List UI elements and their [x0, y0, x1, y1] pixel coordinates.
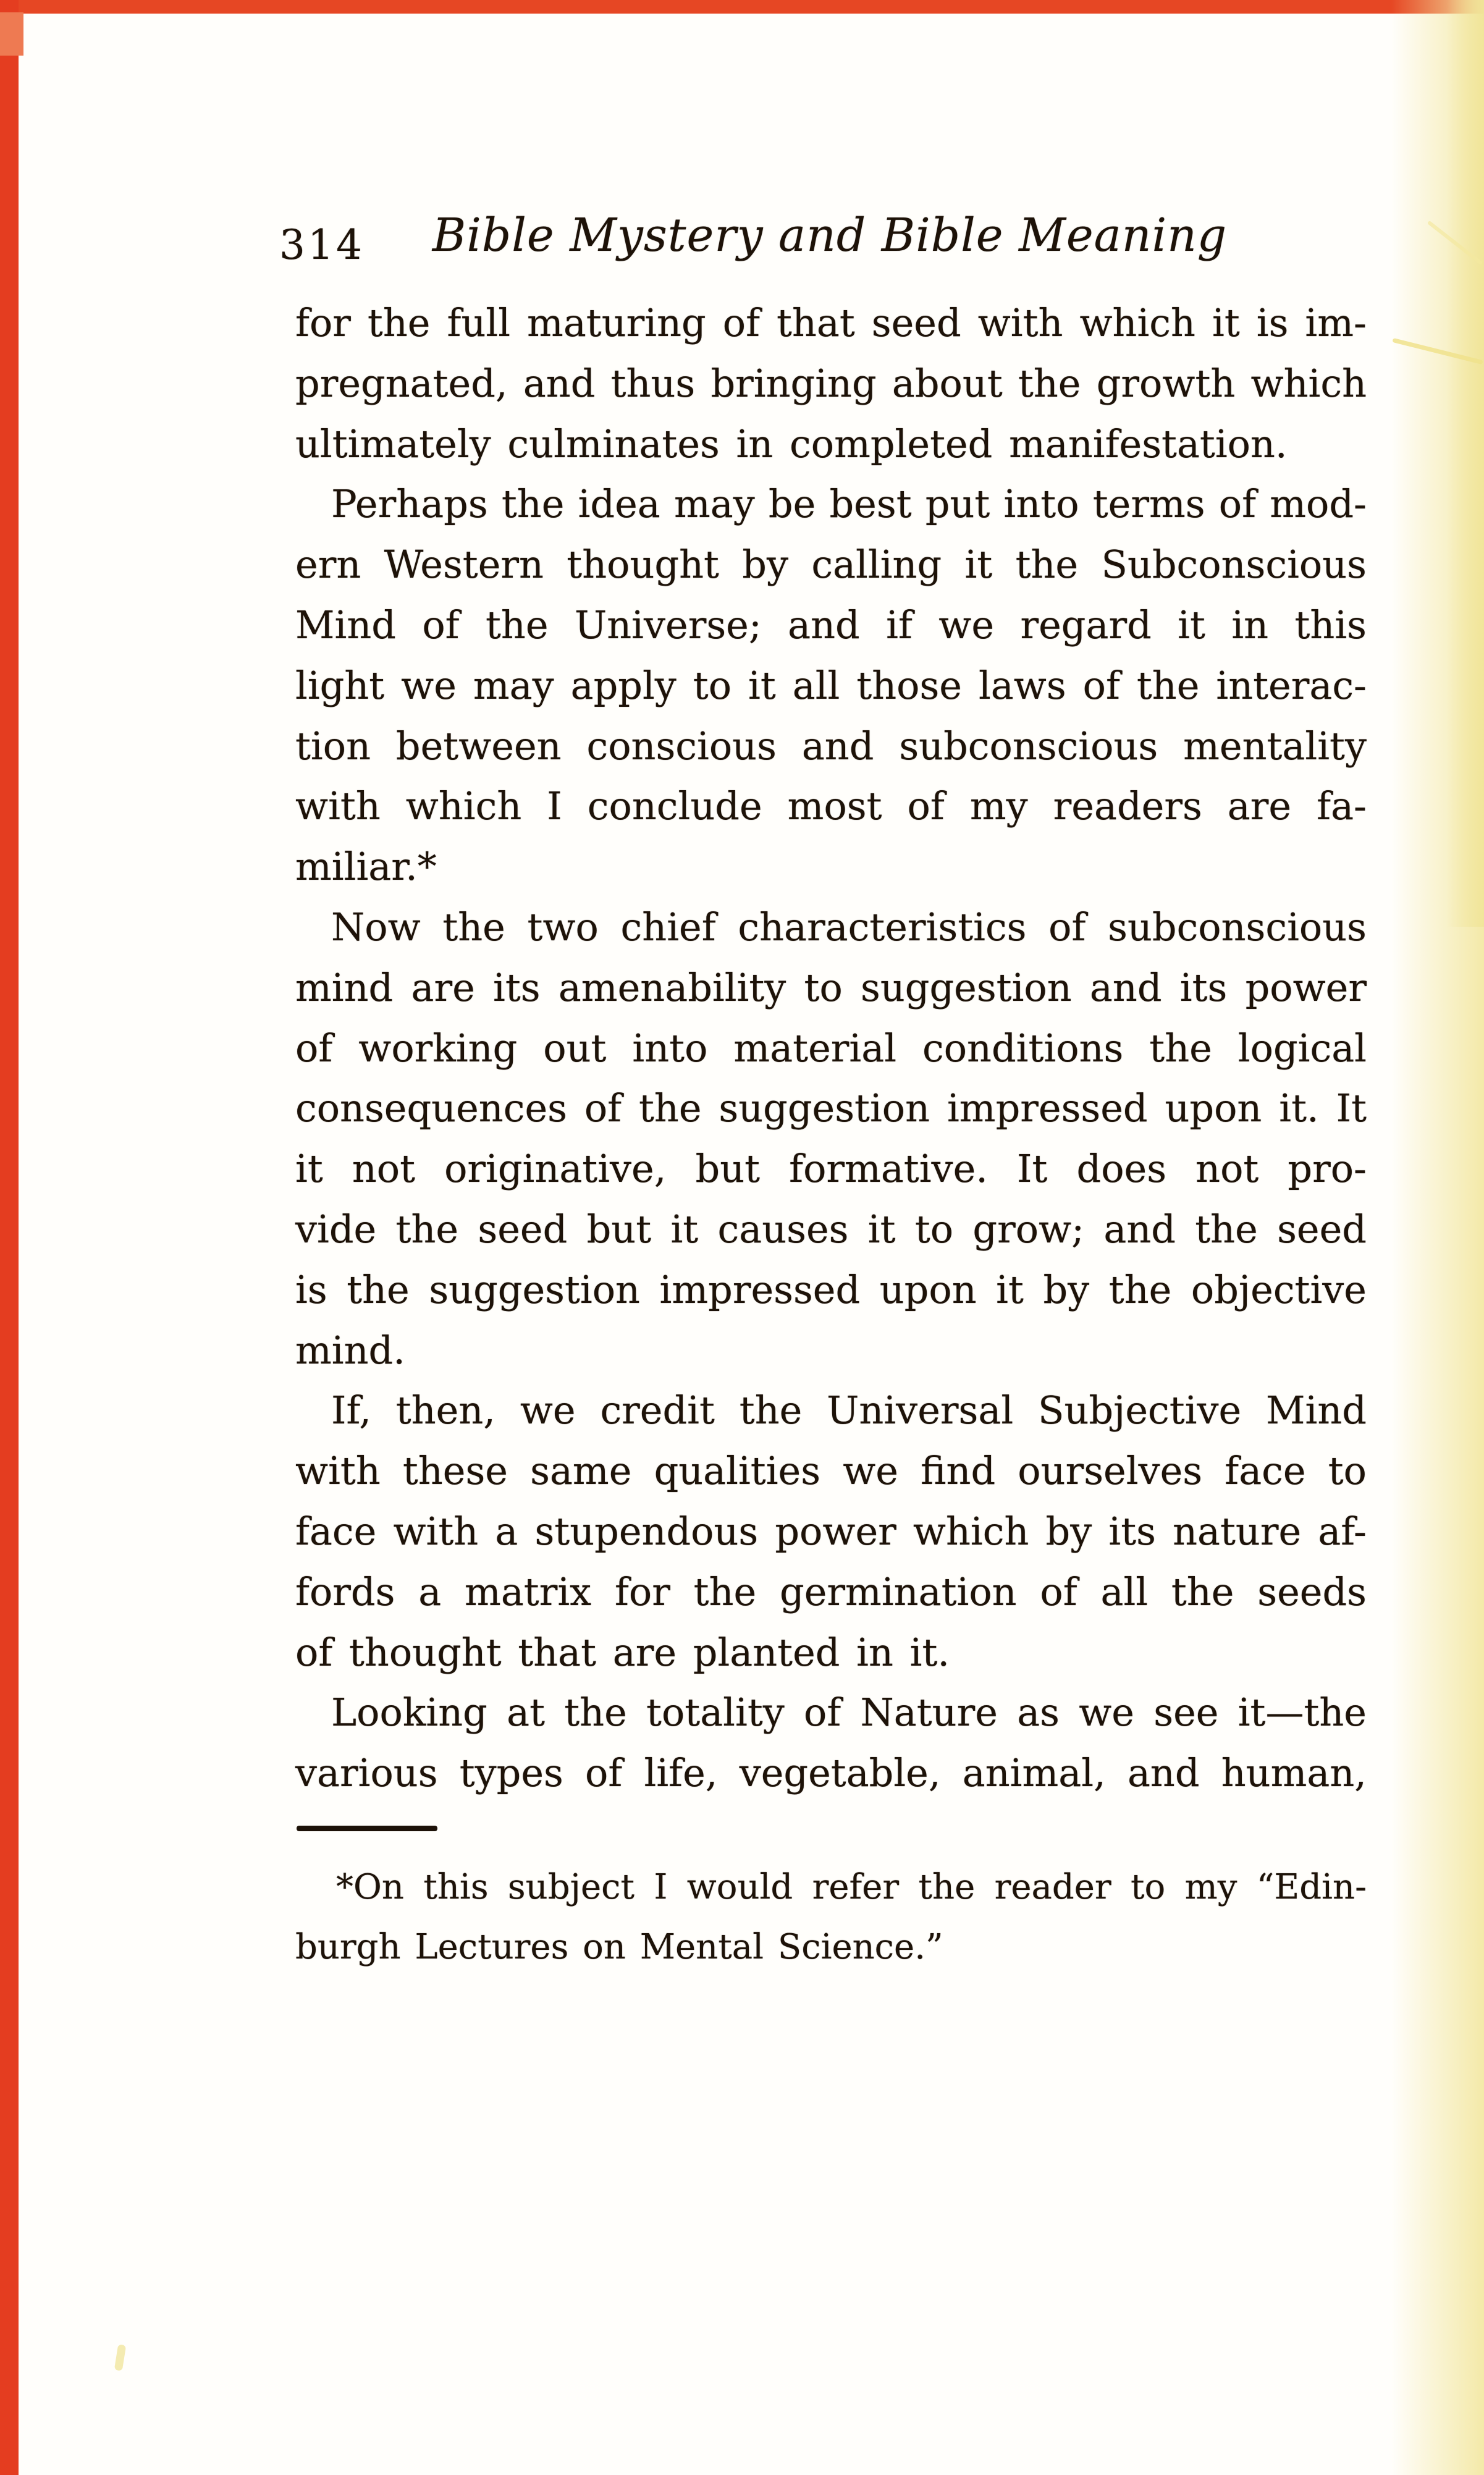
text-line: various types of life, vegetable, animal, and human,: [295, 1750, 1367, 1796]
text-line: with these same qualities we find ourselves face to: [295, 1448, 1367, 1494]
text-line: pregnated, and thus bringing about the growth which: [295, 360, 1367, 406]
text-line: tion between conscious and subconscious mentality: [295, 723, 1367, 769]
text-line: miliar.*: [295, 844, 437, 890]
text-line: it not originative, but formative. It does not pro-: [295, 1146, 1367, 1192]
text-line: mind are its amenability to suggestion and its power: [295, 964, 1367, 1010]
scan-page-edge-tint-upper: [1447, 0, 1484, 927]
text-line: of working out into material conditions the logical: [295, 1025, 1367, 1071]
text-line: If, then, we credit the Universal Subjective Mind: [331, 1388, 1367, 1433]
scan-edge-left: [0, 0, 19, 2475]
scan-edge-top: [0, 0, 1484, 14]
text-line: ultimately culminates in completed manifestation.: [295, 421, 1288, 466]
running-header-title: Bible Mystery and Bible Meaning: [432, 209, 1228, 262]
footnote-line: *On this subject I would refer the reader to my “Edin-: [336, 1867, 1367, 1907]
text-line: of thought that are planted in it.: [295, 1629, 950, 1675]
text-line: ern Western thought by calling it the Subconscious: [295, 542, 1367, 588]
footnote-divider-rule: [297, 1826, 437, 1831]
footnote-line: burgh Lectures on Mental Science.”: [295, 1927, 943, 1967]
scan-scratch-mark: [114, 2344, 126, 2371]
text-line: face with a stupendous power which by its nature af-: [295, 1508, 1367, 1554]
text-line: fords a matrix for the germination of all the seeds: [295, 1569, 1367, 1614]
text-line: mind.: [295, 1327, 405, 1373]
text-line: vide the seed but it causes it to grow; and the seed: [295, 1206, 1367, 1252]
page-number: 314: [279, 221, 365, 269]
text-line: Perhaps the idea may be best put into terms of mod-: [331, 481, 1367, 527]
text-line: with which I conclude most of my readers are fa-: [295, 783, 1367, 829]
text-line: Mind of the Universe; and if we regard it in this: [295, 602, 1367, 647]
text-line: Looking at the totality of Nature as we see it—the: [331, 1690, 1367, 1735]
text-line: light we may apply to it all those laws of the interac-: [295, 662, 1367, 708]
footnote: [295, 1857, 1367, 1977]
text-line: consequences of the suggestion impressed upon it. It: [295, 1086, 1367, 1131]
text-line: is the suggestion impressed upon it by the objective: [295, 1267, 1367, 1312]
body-text: [295, 293, 1367, 1803]
text-line: for the full maturing of that seed with which it is im-: [295, 300, 1367, 345]
scan-edge-corner: [0, 12, 23, 56]
text-line: Now the two chief characteristics of subconscious: [331, 904, 1367, 950]
